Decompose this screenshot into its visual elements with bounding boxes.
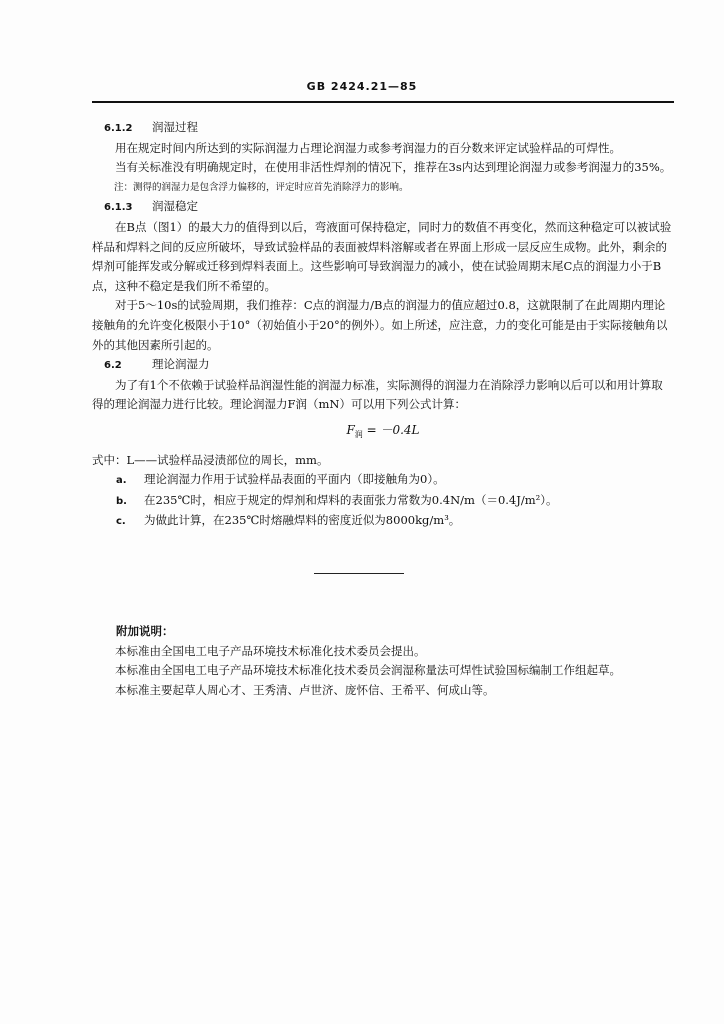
appendix-line: 本标准主要起草人周心才、王秀清、卢世济、庞怀信、王希平、何成山等。 [115,682,495,697]
section-6-1-2-heading [92,118,674,139]
paragraph: 为了有1个不依赖于试验样品润湿性能的润湿力标准，实际测得的润湿力在消除浮力影响以后可以和用计算取得的理论润湿力进行比较。理论润湿力F润（mN）可以用下列公式计算： [92,377,663,412]
appendix-title: 附加说明： [116,624,174,638]
section-title: 润湿稳定 [152,199,198,214]
appendix [92,622,674,700]
list-item-text: 为做此计算，在235℃时熔融焊料的密度近似为8000kg/m³。 [144,513,461,528]
note: 注：测得的润湿力是包含浮力偏移的，评定时应首先消除浮力的影响。 [114,181,409,193]
formula-where: 式中：L——试验样品浸渍部位的周长，mm。 [92,452,329,467]
section-6-1-3-heading [92,197,674,218]
list-item-label: c. [116,516,126,528]
list-item-text: 理论润湿力作用于试验样品表面的平面内（即接触角为0）。 [144,472,445,487]
formula [92,421,674,445]
page-header [0,80,724,93]
section-divider [314,573,404,574]
header-rule [92,101,674,103]
list-item-text: 在235℃时，相应于规定的焊剂和焊料的表面张力常数为0.4N/m（＝0.4J/m²）。 [144,492,558,507]
section-6-2-heading [92,355,674,376]
list-item [92,470,674,491]
paragraph: 在B点（图1）的最大力的值得到以后，弯液面可保持稳定，同时力的数值不再变化，然而这种稳定可以被试验样品和焊料之间的反应所破坏，导致试验样品的表面被焊料溶解或者在界面上形成一层反应生成物。此外，剩余的焊剂可能挥发或分解或迁移到焊料表面上。这些影响可导致润湿力的减小，使在试验周期末尾C点的润湿力小于B点，这种不稳定是我们所不希望的。 [92,219,672,293]
list-item [92,511,674,532]
section-title: 理论润湿力 [152,357,210,372]
list-item-label: b. [116,495,127,507]
section-number: 6.1.2 [104,123,133,134]
paragraph: 对于5～10s的试验周期，我们推荐：C点的润湿力/B点的润湿力的值应超过0.8，这就限制了在此周期内理论接触角的允许变化极限小于10°（初始值小于20°的例外）。如上所述，应注意，力的变化可能是由于实际接触角以外的其他因素所引起的。 [92,298,668,352]
appendix-line: 本标准由全国电工电子产品环境技术标准化技术委员会提出。 [115,643,426,658]
paragraph: 用在规定时间内所达到的实际润湿力占理论润湿力或参考润湿力的百分数来评定试验样品的可焊性。 [115,140,621,155]
section-title: 润湿过程 [152,120,198,134]
list-item-label: a. [116,475,127,487]
formula-expression: = －0.4L [362,422,420,437]
formula-symbol: F [346,422,355,437]
standard-code: GB 2424.21—85 [306,80,418,93]
appendix-line: 本标准由全国电工电子产品环境技术标准化技术委员会润湿称量法可焊性试验国标编制工作组起草。 [115,663,621,678]
section-number: 6.2 [104,360,122,372]
list-item [92,491,674,512]
document-body [92,118,674,532]
section-number: 6.1.3 [104,202,133,214]
paragraph: 当有关标准没有明确规定时，在使用非活性焊剂的情况下，推荐在3s内达到理论润湿力或参考润湿力的35%。 [115,160,672,175]
formula-subscript: 润 [354,429,363,439]
